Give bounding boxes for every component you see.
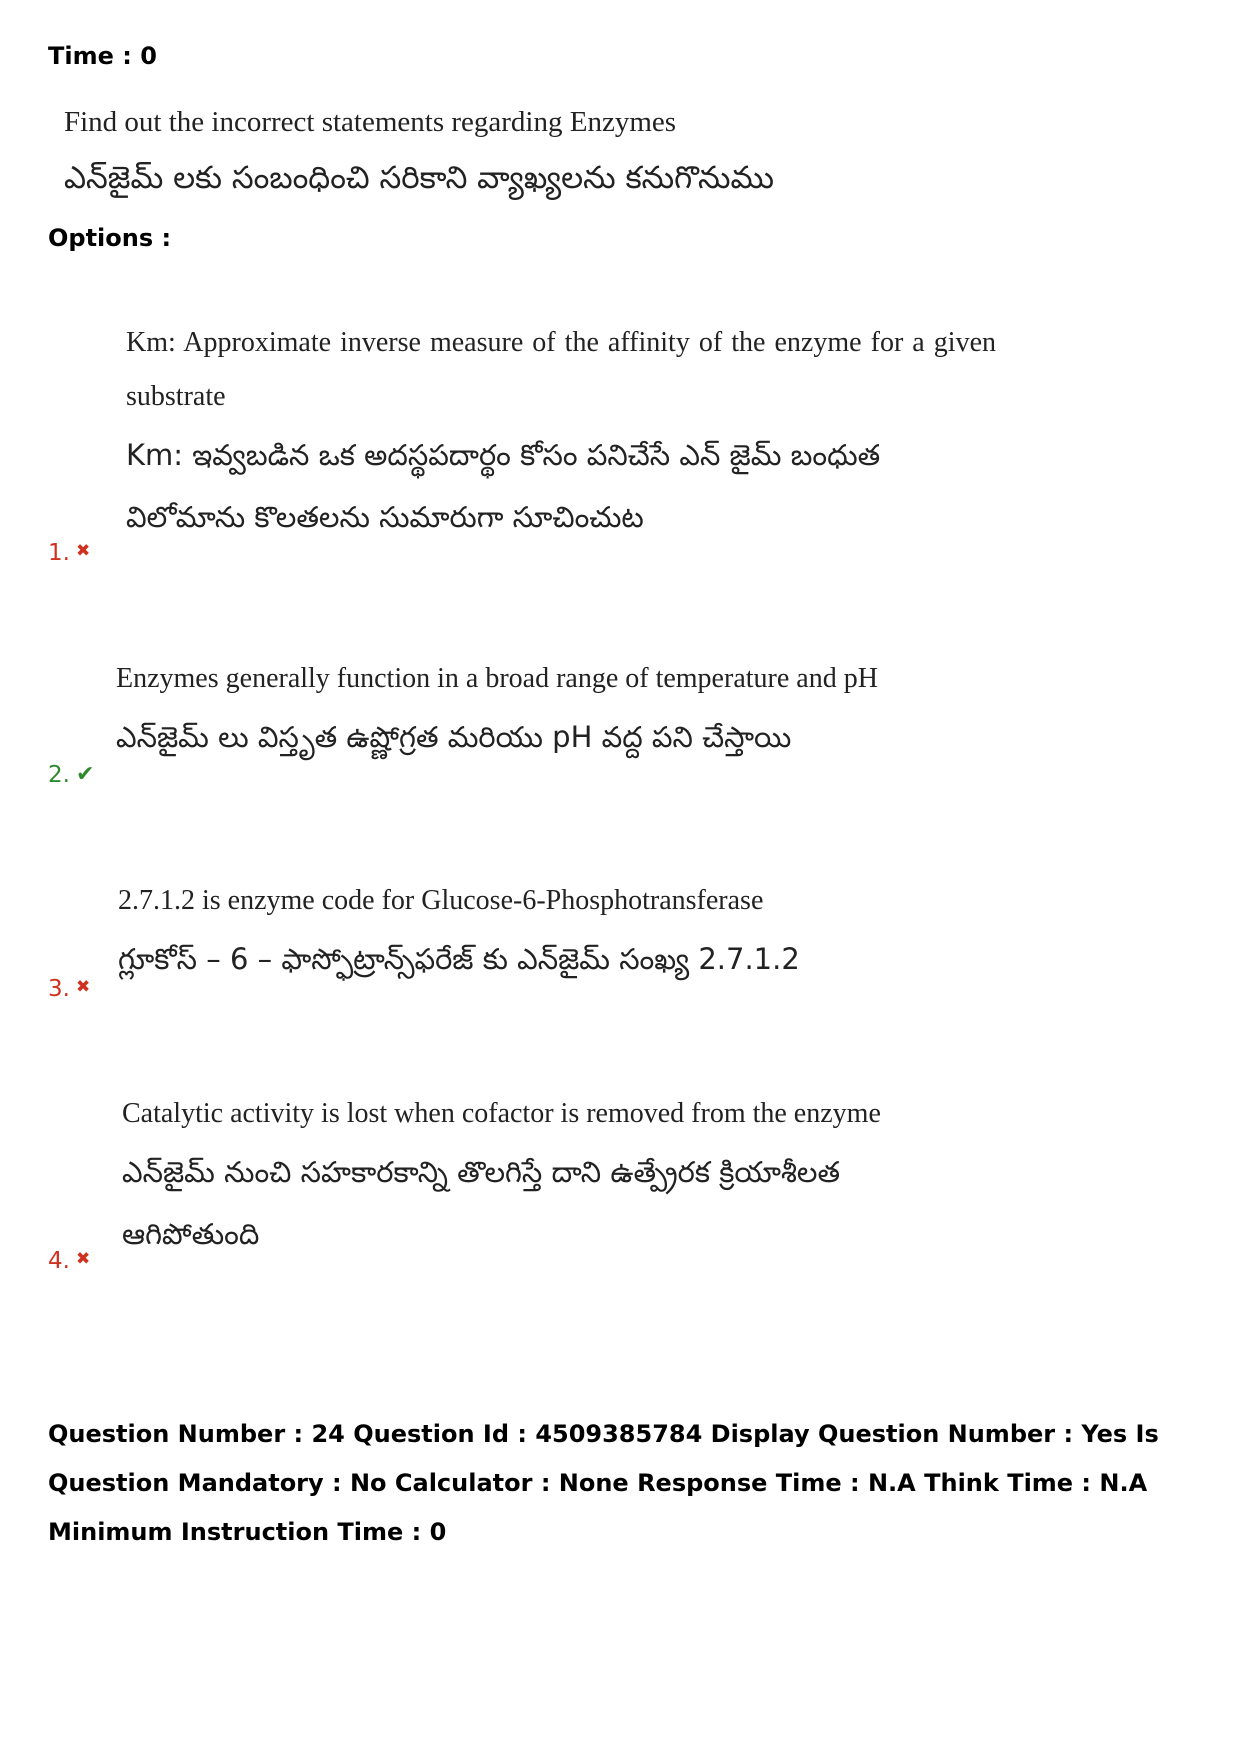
option-3-english: 2.7.1.2 is enzyme code for Glucose-6-Phosphotransferase	[118, 885, 764, 916]
option-2-english: Enzymes generally function in a broad range of temperature and pH	[116, 663, 878, 694]
option-4-english: Catalytic activity is lost when cofactor is removed from the enzyme	[122, 1098, 881, 1129]
option-1-telugu-line-1: Km: ఇవ్వబడిన ఒక అదస్థపదార్థం కోసం పనిచేసే ఎన్ జైమ్ బంధుత	[126, 438, 881, 472]
question-metadata: Question Number : 24 Question Id : 4509385784 Display Question Number : Yes Is Question Mandatory : No Calculator : None Response Time : N.A Think Time : N.A Minimum Instruction Time : 0	[48, 1420, 1159, 1546]
option-4-telugu-line-1: ఎన్‌జైమ్ నుంచి సహకారకాన్ని తొలగిస్తే దాని ఉత్ప్రేరక క్రియాశీలత	[122, 1155, 841, 1189]
cross-mark-icon: ✖	[75, 541, 91, 561]
question-text-english: Find out the incorrect statements regarding Enzymes	[64, 106, 677, 138]
option-4-telugu-line-2: ఆగిపోతుంది	[122, 1217, 260, 1251]
cross-mark-icon: ✖	[75, 977, 91, 997]
option-4-content[interactable]	[122, 1087, 1022, 1265]
cross-mark-icon: ✖	[75, 1249, 91, 1269]
question-text-telugu: ఎన్‌జైమ్ లకు సంబంధించి సరికాని వ్యాఖ్యలను కనుగొనుము	[64, 160, 775, 196]
option-4-number-text: 4.	[48, 1248, 70, 1274]
option-2-telugu-line-1: ఎన్‌జైమ్ లు విస్తృత ఉష్ణోగ్రత మరియు pH వద్ద పని చేస్తాయి	[116, 720, 792, 754]
option-2-number	[48, 762, 94, 788]
option-1-english: Km: Approximate inverse measure of the affinity of the enzyme for a given substrate	[126, 327, 996, 412]
option-3-telugu-line-1: గ్లూకోస్ – 6 – ఫాస్ఫోట్రాన్స్‌ఫరేజ్ కు ఎన్‌జైమ్ సంఖ్య 2.7.1.2	[118, 942, 800, 976]
options-label: Options :	[48, 224, 172, 252]
time-line: Time : 0	[48, 42, 157, 70]
option-1-telugu-line-2: విలోమాను కొలతలను సుమారుగా సూచించుట	[126, 500, 644, 534]
option-4-number	[48, 1248, 90, 1274]
check-mark-icon: ✔	[75, 762, 95, 787]
option-1-number	[48, 540, 90, 566]
option-2-content[interactable]	[116, 652, 1016, 768]
option-3-number	[48, 976, 90, 1002]
option-3-content[interactable]	[118, 874, 1018, 990]
option-1-number-text: 1.	[48, 540, 70, 566]
option-2-number-text: 2.	[48, 762, 70, 788]
option-1-content[interactable]	[126, 316, 996, 548]
option-3-number-text: 3.	[48, 976, 70, 1002]
